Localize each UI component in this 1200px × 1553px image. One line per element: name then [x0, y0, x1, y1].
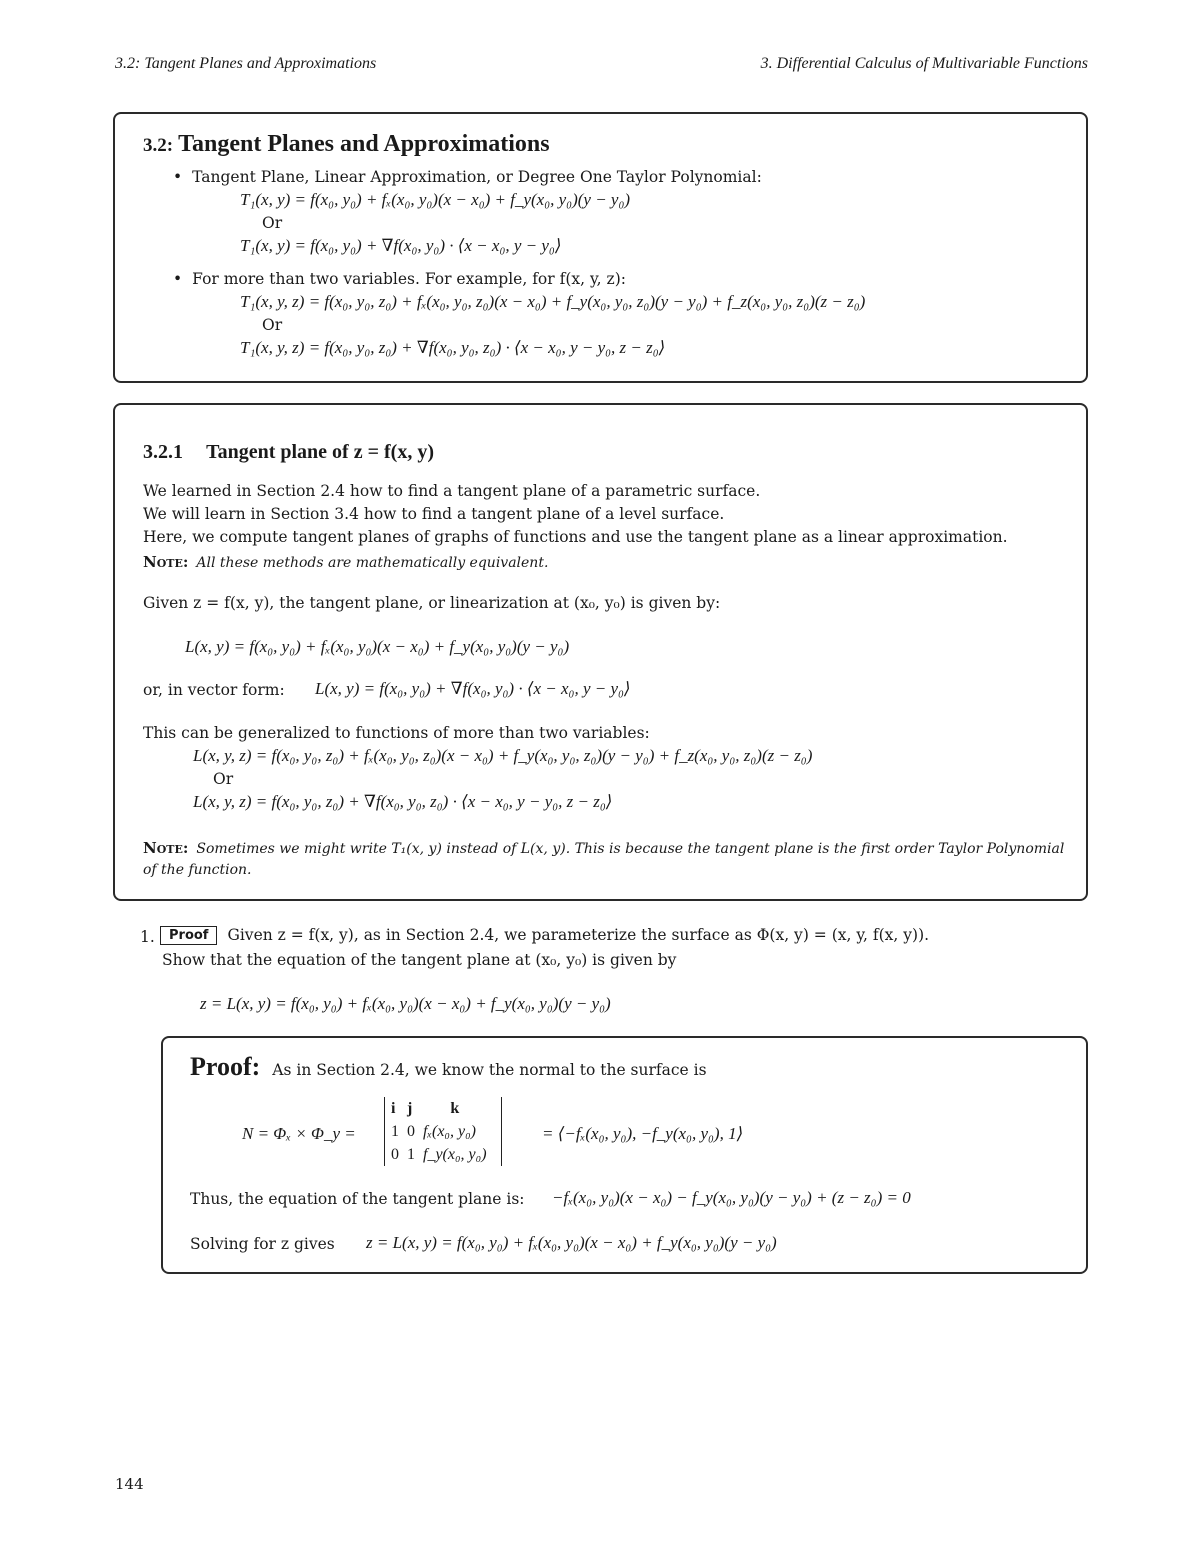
proof-intro: As in Section 2.4, we know the normal to the surface is — [272, 1061, 707, 1079]
problem-number: 1. — [140, 928, 155, 946]
section-title: Tangent plane of z = f(x, y) — [206, 441, 434, 463]
matrix-cell: fₓ(x₀, y₀) — [423, 1123, 476, 1140]
section-p3: Here, we compute tangent planes of graphs of functions and use the tangent plane as a linear approximation. — [143, 528, 1008, 546]
section-eq-L3-vector: L(x, y, z) = f(x₀, y₀, z₀) + ∇f(x₀, y₀, z₀) · ⟨x − x₀, y − y₀, z − z₀⟩ — [193, 792, 613, 811]
section-eq-L: L(x, y) = f(x₀, y₀) + fₓ(x₀, y₀)(x − x₀) + f_y(x₀, y₀)(y − y₀) — [185, 637, 570, 656]
matrix-cell: k — [450, 1100, 460, 1117]
summary-eq-4: T₁(x, y, z) = f(x₀, y₀, z₀) + ∇f(x₀, y₀, z₀) · ⟨x − x₀, y − y₀, z − z₀⟩ — [240, 338, 666, 357]
matrix-row-2 — [391, 1120, 495, 1143]
matrix-cell: 1 — [407, 1146, 415, 1163]
proof-thus-eq: −fₓ(x₀, y₀)(x − x₀) − f_y(x₀, y₀)(y − y₀) + (z − z₀) = 0 — [552, 1188, 911, 1207]
section-p1: We learned in Section 2.4 how to find a tangent plane of a parametric surface. — [143, 482, 761, 500]
summary-or-1: Or — [262, 214, 283, 232]
proof-tag: Proof — [160, 926, 217, 945]
matrix-cell: i — [391, 1100, 396, 1117]
problem-eq: z = L(x, y) = f(x₀, y₀) + fₓ(x₀, y₀)(x − x₀) + f_y(x₀, y₀)(y − y₀) — [200, 994, 611, 1013]
proof-title: Proof: — [190, 1052, 261, 1081]
summary-eq-2: T₁(x, y) = f(x₀, y₀) + ∇f(x₀, y₀) · ⟨x − x₀, y − y₀⟩ — [240, 236, 562, 255]
section-eq-L3: L(x, y, z) = f(x₀, y₀, z₀) + fₓ(x₀, y₀, z₀)(x − x₀) + f_y(x₀, y₀, z₀)(y − y₀) + f_z(x₀, y₀, z₀)(z − z₀) — [193, 746, 813, 765]
proof-solve-label: Solving for z gives — [190, 1235, 335, 1253]
page-number: 144 — [115, 1475, 144, 1493]
matrix-cell: 1 — [391, 1123, 399, 1140]
section-general: This can be generalized to functions of more than two variables: — [143, 724, 650, 742]
summary-eq-3: T₁(x, y, z) = f(x₀, y₀, z₀) + fₓ(x₀, y₀, z₀)(x − x₀) + f_y(x₀, y₀, z₀)(y − y₀) + f_z(x₀, y₀, z₀)(z − z₀) — [240, 292, 866, 311]
matrix-cell: 0 — [391, 1146, 399, 1163]
note-label: Note: — [143, 553, 189, 571]
note-text-2b: of the function. — [143, 862, 252, 878]
proof-normal-rhs: = ⟨−fₓ(x₀, y₀), −f_y(x₀, y₀), 1⟩ — [542, 1124, 744, 1143]
proof-thus-label: Thus, the equation of the tangent plane is: — [190, 1190, 525, 1208]
running-header-left: 3.2: Tangent Planes and Approximations — [115, 55, 377, 72]
matrix-row-3 — [391, 1143, 495, 1166]
problem-line-2: Show that the equation of the tangent plane at (x₀, y₀) is given by — [162, 951, 677, 969]
section-note-2 — [143, 838, 1064, 857]
section-eq-L-vector: L(x, y) = f(x₀, y₀) + ∇f(x₀, y₀) · ⟨x − x₀, y − y₀⟩ — [315, 679, 631, 698]
section-or: Or — [213, 770, 234, 788]
section-number: 3.2.1 — [143, 441, 183, 463]
section-note-1 — [143, 552, 548, 571]
matrix-cell: f_y(x₀, y₀) — [423, 1146, 487, 1163]
problem-statement: Given z = f(x, y), as in Section 2.4, we parameterize the surface as Φ(x, y) = (x, y, f(x, y)). — [227, 926, 930, 944]
matrix-cell: 0 — [407, 1123, 415, 1140]
note-text-2a: Sometimes we might write T₁(x, y) instead of L(x, y). This is because the tangent plane is the first order Taylor Polynomial — [196, 841, 1065, 857]
section-vector-label: or, in vector form: — [143, 681, 285, 699]
problem-line-1 — [160, 925, 929, 945]
proof-normal-lhs: N = Φₓ × Φ_y = — [242, 1124, 356, 1143]
cross-product-determinant — [384, 1097, 502, 1166]
running-header-right: 3. Differential Calculus of Multivariable Functions — [760, 55, 1088, 72]
note-label-2: Note: — [143, 839, 189, 857]
summary-bullet-1: • Tangent Plane, Linear Approximation, or Degree One Taylor Polynomial: — [173, 168, 762, 186]
section-heading — [143, 441, 434, 464]
proof-solve-eq: z = L(x, y) = f(x₀, y₀) + fₓ(x₀, y₀)(x − x₀) + f_y(x₀, y₀)(y − y₀) — [366, 1233, 777, 1252]
summary-or-2: Or — [262, 316, 283, 334]
matrix-row-1 — [391, 1097, 495, 1120]
note-text: All these methods are mathematically equivalent. — [196, 555, 549, 571]
proof-intro-line — [190, 1052, 707, 1082]
summary-bullet-2: • For more than two variables. For example, for f(x, y, z): — [173, 270, 626, 288]
summary-title — [143, 131, 550, 158]
summary-eq-1: T₁(x, y) = f(x₀, y₀) + fₓ(x₀, y₀)(x − x₀) + f_y(x₀, y₀)(y − y₀) — [240, 190, 631, 209]
section-given: Given z = f(x, y), the tangent plane, or linearization at (x₀, y₀) is given by: — [143, 594, 721, 612]
section-p2: We will learn in Section 3.4 how to find a tangent plane of a level surface. — [143, 505, 725, 523]
matrix-cell: j — [407, 1100, 413, 1117]
summary-title-text: Tangent Planes and Approximations — [178, 131, 550, 157]
summary-title-number: 3.2: — [143, 135, 174, 156]
